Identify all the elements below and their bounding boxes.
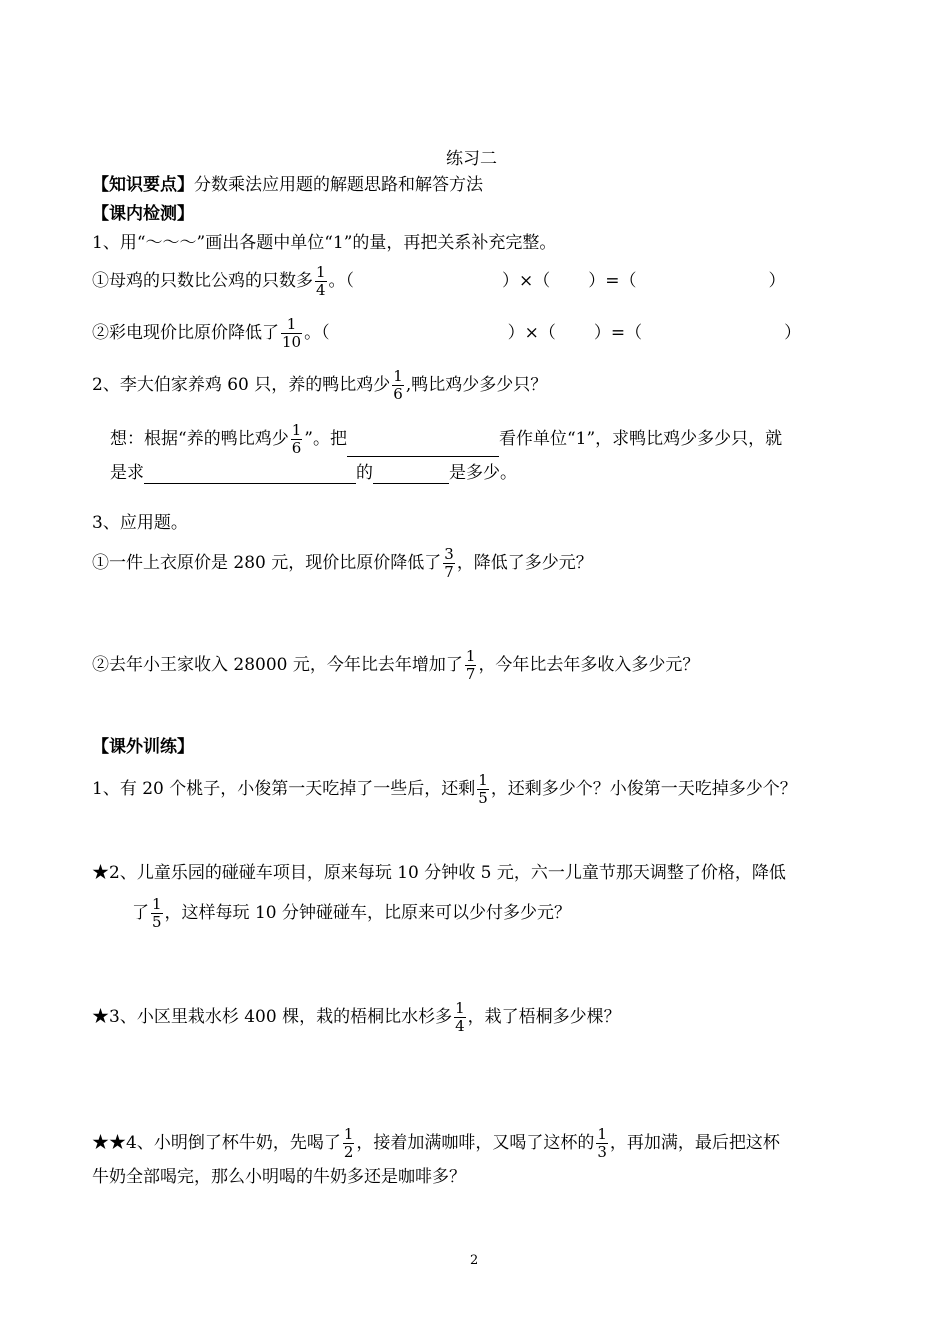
section-extra-training: 【课外训练】 <box>92 737 194 757</box>
page-number: 2 <box>470 1253 479 1268</box>
e4-fraction-2 <box>596 1126 608 1161</box>
knowledge-text: 分数乘法应用题的解题思路和解答方法 <box>194 175 483 195</box>
q2-hint2: ”。把 <box>304 429 347 449</box>
q2-fraction <box>392 368 404 403</box>
q3a-frac-num: 3 <box>444 545 454 563</box>
q2-hint3: 看作单位“1”，求鸭比鸡少多少只，就 <box>498 429 783 449</box>
q2-hint-line2 <box>110 462 517 484</box>
q3b-frac-num: 1 <box>465 647 476 665</box>
e2-frac-den: 5 <box>152 913 162 931</box>
section-in-class: 【课内检测】 <box>92 204 194 224</box>
q2-hint-frac-num: 1 <box>291 421 302 439</box>
e1-text1: 1、有 20 个桃子，小俊第一天吃掉了一些后，还剩 <box>92 779 476 799</box>
q2-blank-2[interactable] <box>144 465 356 484</box>
e4-frac1-num: 1 <box>343 1125 354 1143</box>
q2-blank-1[interactable] <box>347 438 499 457</box>
q3a-text1: ①一件上衣原价是 280 元，现价比原价降低了 <box>92 553 442 573</box>
e2-frac-num: 1 <box>152 895 162 913</box>
q2 <box>92 368 547 403</box>
q2-frac-den: 6 <box>393 385 403 403</box>
q1a-frac-den: 4 <box>316 281 326 299</box>
q1b-frac-den: 10 <box>282 333 302 351</box>
q1b-text: ②彩电现价比原价降低了 <box>92 323 279 343</box>
q2-blank-3[interactable] <box>373 465 449 484</box>
q1b-times: ）×（ <box>507 323 556 343</box>
e3-frac-num: 1 <box>455 999 465 1017</box>
q1b-close: ） <box>784 323 802 343</box>
e3-frac-den: 4 <box>455 1017 465 1035</box>
q3b-text2: ，今年比去年多收入多少元？ <box>478 655 700 675</box>
e2-fraction <box>151 896 163 931</box>
q1a-text: ①母鸡的只数比公鸡的只数多 <box>92 271 313 291</box>
e3 <box>92 1000 621 1035</box>
e1-text2: ，还剩多少个？小俊第一天吃掉多少个？ <box>490 779 797 799</box>
knowledge-tag: 【知识要点】 <box>92 175 194 195</box>
e1-frac-den: 5 <box>478 789 488 807</box>
q2-hint-fraction <box>291 422 303 457</box>
q1b-fraction <box>281 316 302 351</box>
e4-frac1-den: 2 <box>343 1143 354 1161</box>
q1a-fraction <box>315 264 327 299</box>
q3a-frac-den: 7 <box>444 563 454 581</box>
q3b-frac-den: 7 <box>465 665 476 683</box>
e4-fraction-1 <box>343 1126 355 1161</box>
q2-hint6: 是多少。 <box>449 463 517 483</box>
q1b-open: 。（ <box>304 323 330 343</box>
q3-stem: 3、应用题。 <box>92 513 188 533</box>
q2-hint5: 的 <box>356 463 373 483</box>
q1b-frac-num: 1 <box>281 316 302 334</box>
e2-line2 <box>132 896 571 931</box>
q1a-open: 。（ <box>328 271 355 291</box>
q1a <box>92 264 786 299</box>
e1-frac-num: 1 <box>478 771 488 789</box>
e2-text2: ，这样每玩 10 分钟碰碰车，比原来可以少付多少元？ <box>164 903 571 923</box>
e1 <box>92 772 797 807</box>
e4-line2: 牛奶全部喝完，那么小明喝的牛奶多还是咖啡多？ <box>92 1167 466 1187</box>
e4-text1: ★★4、小明倒了杯牛奶，先喝了 <box>92 1133 341 1153</box>
q3a-text2: ，降低了多少元？ <box>456 553 593 573</box>
e2-line1: ★2、儿童乐园的碰碰车项目，原来每玩 10 分钟收 5 元，六一儿童节那天调整了价格，降低 <box>92 863 786 883</box>
q1a-times: ）×（ <box>502 271 551 291</box>
q1a-frac-num: 1 <box>316 263 326 281</box>
q1a-close: ） <box>768 271 786 291</box>
e4-frac2-den: 3 <box>597 1143 607 1161</box>
q2-text1: 2、李大伯家养鸡 60 只，养的鸭比鸡少 <box>92 375 391 395</box>
q3b <box>92 648 699 683</box>
q3a <box>92 546 593 581</box>
e4-line1 <box>92 1126 780 1161</box>
e2-text1: 了 <box>132 903 149 923</box>
q1b-equals: ）=（ <box>593 323 643 343</box>
q2-hint4: 是求 <box>110 463 144 483</box>
q3b-fraction <box>465 648 477 683</box>
q1a-equals: ）=（ <box>588 271 637 291</box>
e3-fraction <box>454 1000 466 1035</box>
e1-fraction <box>477 772 489 807</box>
e4-text2: ，接着加满咖啡，又喝了这杯的 <box>356 1133 595 1153</box>
e4-text3: ，再加满，最后把这杯 <box>609 1133 780 1153</box>
q2-hint-frac-den: 6 <box>291 439 302 457</box>
q2-frac-num: 1 <box>393 367 403 385</box>
e3-text1: ★3、小区里栽水杉 400 棵，栽的梧桐比水杉多 <box>92 1007 453 1027</box>
q3b-text1: ②去年小王家收入 28000 元，今年比去年增加了 <box>92 655 463 675</box>
q2-hint-line1 <box>110 422 782 457</box>
page-title: 练习二 <box>446 149 497 169</box>
e3-text2: ，栽了梧桐多少棵？ <box>467 1007 621 1027</box>
knowledge-points <box>92 174 483 196</box>
q1-stem: 1、用“～～～”画出各题中单位“1”的量，再把关系补充完整。 <box>92 233 557 253</box>
q2-text2: ,鸭比鸡少多少只？ <box>405 375 548 395</box>
q1b <box>92 316 801 351</box>
e4-frac2-num: 1 <box>597 1125 607 1143</box>
q3a-fraction <box>443 546 455 581</box>
q2-hint1: 想：根据“养的鸭比鸡少 <box>110 429 289 449</box>
